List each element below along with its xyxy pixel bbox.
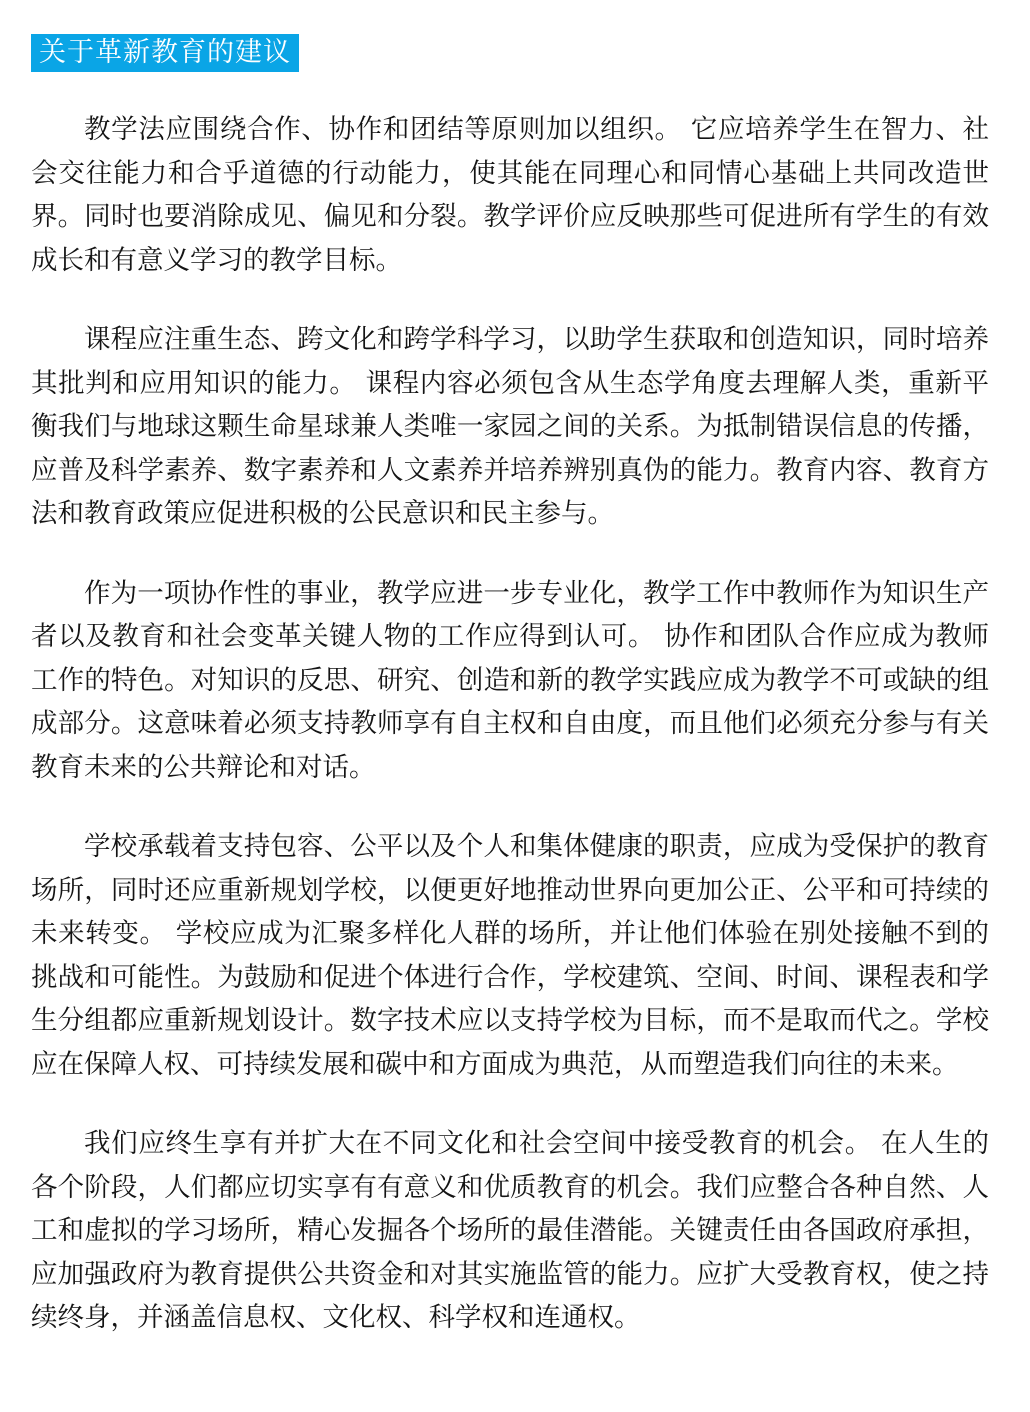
paragraph-lifelong-education: 我们应终生享有并扩大在不同文化和社会空间中接受教育的机会。 在人生的各个阶段，人们都应切实享有有意义和优质教育的机会。我们应整合各种自然、人工和虚拟的学习场所，精心发掘各个场所的最佳潜能。关键责任由各国政府承担，应加强政府为教育提供公共资金和对其实施监管的能力。应扩大受教育权，使之持续终身，并涵盖信息权、文化权、科学权和连通权。 (31, 1128, 989, 1333)
paragraph-pedagogy: 教学法应围绕合作、协作和团结等原则加以组织。 它应培养学生在智力、社会交往能力和合乎道德的行动能力，使其能在同理心和同情心基础上共同改造世界。同时也要消除成见、偏见和分裂。教学评价应反映那些可促进所有学生的有效成长和有意义学习的教学目标。 (31, 114, 989, 276)
paragraph-schools: 学校承载着支持包容、公平以及个人和集体健康的职责，应成为受保护的教育场所，同时还应重新规划学校，以便更好地推动世界向更加公正、公平和可持续的未来转变。 学校应成为汇聚多样化人群的场所，并让他们体验在别处接触不到的挑战和可能性。为鼓励和促进个体进行合作，学校建筑、空间、时间、课程表和学生分组都应重新规划设计。数字技术应以支持学校为目标，而不是取而代之。学校应在保障人权、可持续发展和碳中和方面成为典范，从而塑造我们向往的未来。 (31, 831, 989, 1080)
paragraph-curriculum: 课程应注重生态、跨文化和跨学科学习，以助学生获取和创造知识，同时培养其批判和应用知识的能力。 课程内容必须包含从生态学角度去理解人类，重新平衡我们与地球这颗生命星球兼人类唯一家园之间的关系。为抵制错误信息的传播，应普及科学素养、数字素养和人文素养并培养辨别真伪的能力。教育内容、教育方法和教育政策应促进积极的公民意识和民主参与。 (31, 324, 989, 529)
document-page (31, 34, 989, 1340)
document-body (31, 108, 989, 1340)
document-title: 关于革新教育的建议 (31, 34, 299, 72)
paragraph-teaching: 作为一项协作性的事业，教学应进一步专业化，教学工作中教师作为知识生产者以及教育和社会变革关键人物的工作应得到认可。 协作和团队合作应成为教师工作的特色。对知识的反思、研究、创造和新的教学实践应成为教学不可或缺的组成部分。这意味着必须支持教师享有自主权和自由度，而且他们必须充分参与有关教育未来的公共辩论和对话。 (31, 577, 989, 783)
